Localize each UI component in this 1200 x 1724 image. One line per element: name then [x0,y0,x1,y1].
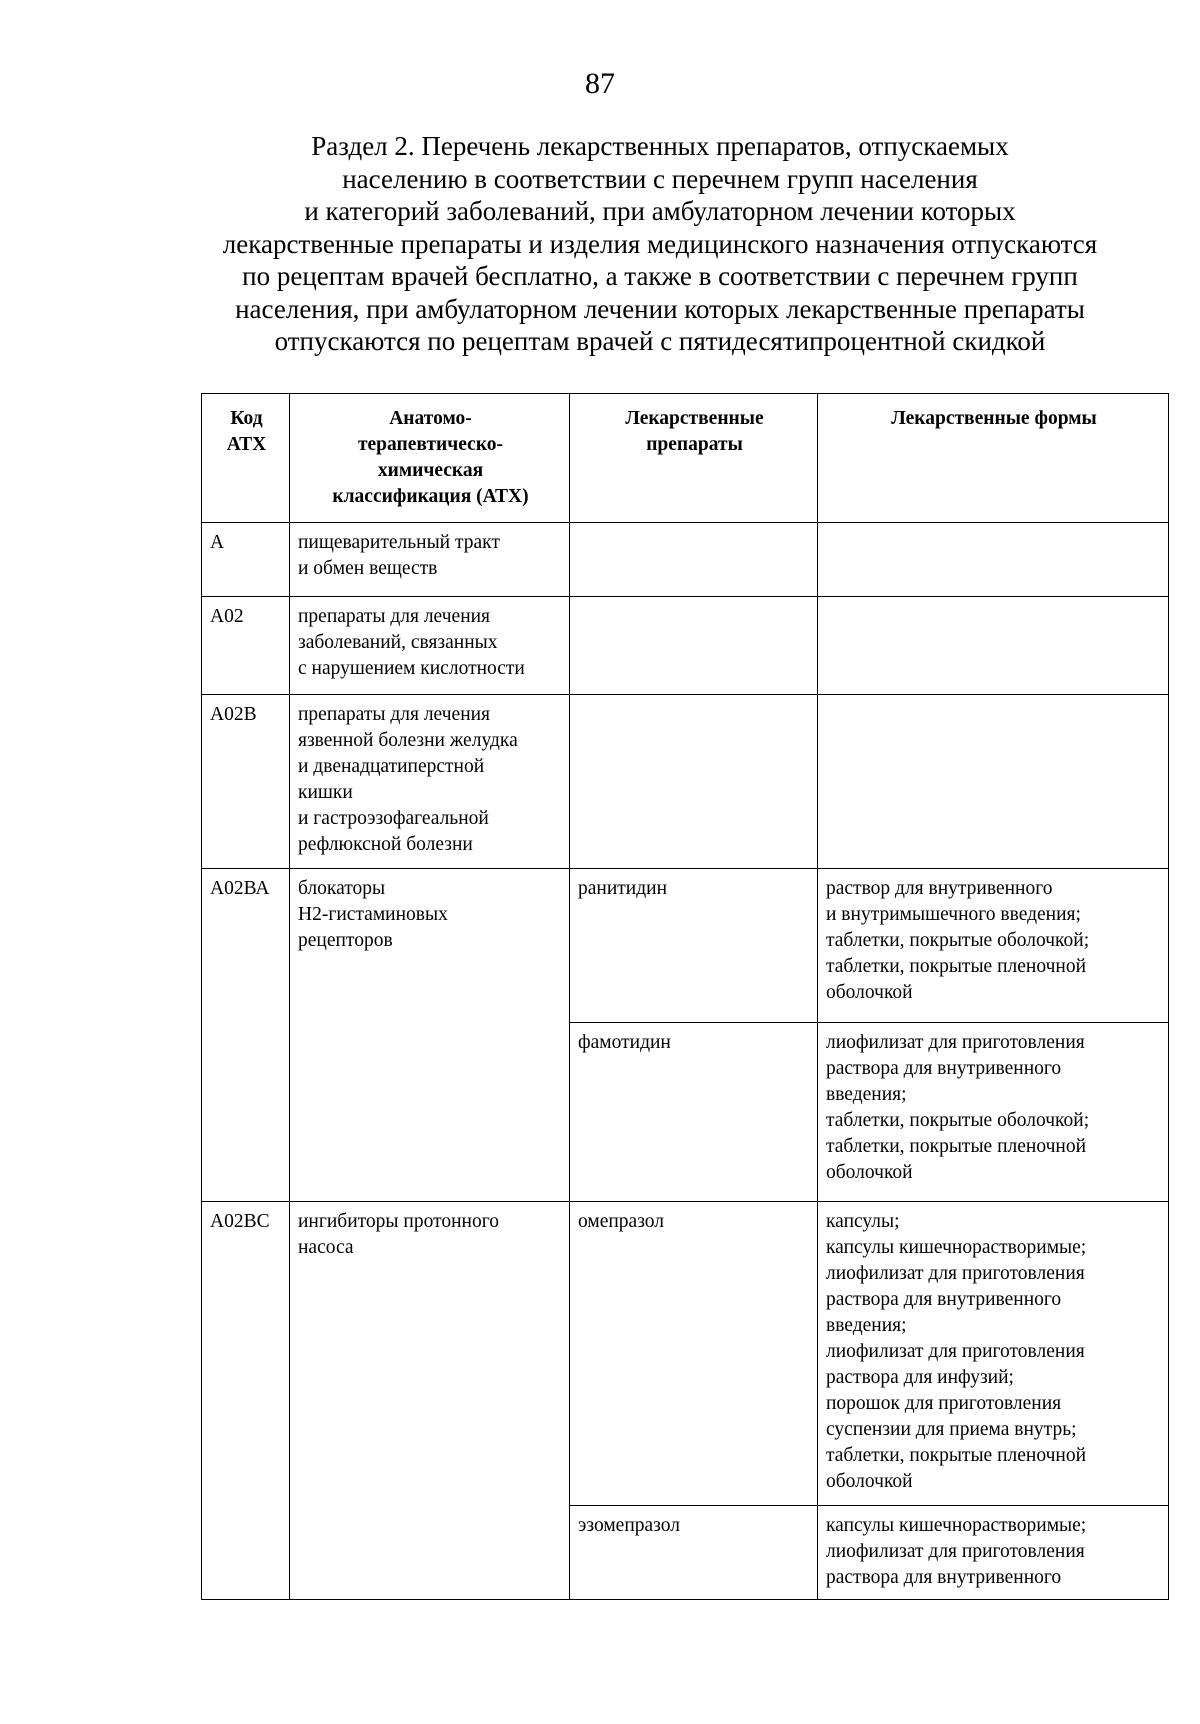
cell-classification [290,523,570,597]
header-text: Лекарственные [625,408,764,429]
cell-drug: эзомепразол [570,1506,818,1600]
header-text: классификация (АТХ) [332,486,529,507]
table-row [202,1202,1169,1506]
cell-text: заболеваний, связанных [298,632,498,653]
cell-forms [818,523,1169,597]
header-text: терапевтическо- [357,434,504,455]
table-row [202,695,1169,869]
cell-drug: фамотидин [570,1023,818,1202]
cell-text: раствора для внутривенного [826,1058,1062,1079]
table-row [202,597,1169,695]
section-title-line: населения, при амбулаторном лечении которых лекарственные препараты [235,293,1085,324]
cell-text: препараты для лечения [298,704,491,725]
cell-text: таблетки, покрытые пленочной [826,956,1087,977]
cell-classification [290,597,570,695]
cell-text: и внутримышечного введения; [826,904,1081,925]
cell-text: суспензии для приема внутрь; [826,1419,1077,1440]
cell-text: таблетки, покрытые пленочной [826,1136,1087,1157]
cell-text: насоса [298,1237,354,1258]
cell-text: с нарушением кислотности [298,658,525,679]
cell-forms [818,597,1169,695]
header-text: Код [230,408,263,429]
cell-drug [570,695,818,869]
cell-code: А02ВС [202,1202,290,1600]
cell-text: препараты для лечения [298,606,491,627]
table-header-row [202,394,1169,523]
cell-text: оболочкой [826,1162,913,1183]
cell-text: и гастроэзофагеальной [298,808,489,829]
section-title-line: по рецептам врачей бесплатно, а также в соответствии с перечнем групп [242,261,1078,291]
cell-forms [818,1202,1169,1506]
cell-classification [290,695,570,869]
cell-text: раствора для внутривенного [826,1567,1062,1588]
cell-text: капсулы кишечнорастворимые; [826,1237,1087,1258]
cell-text: рецепторов [298,930,393,951]
cell-text: и двенадцатиперстной [298,756,485,777]
cell-text: порошок для приготовления [826,1393,1062,1414]
cell-text: лиофилизат для приготовления [826,1341,1085,1362]
cell-text: оболочкой [826,1471,913,1492]
cell-classification [290,1202,570,1600]
cell-text: язвенной болезни желудка [298,730,518,751]
header-text: Лекарственные формы [891,408,1097,429]
cell-code: А02 [202,597,290,695]
cell-text: таблетки, покрытые оболочкой; [826,930,1090,951]
page-number: 87 [585,67,615,100]
cell-drug [570,597,818,695]
table-row [202,523,1169,597]
cell-code: А02ВА [202,869,290,1202]
cell-text: лиофилизат для приготовления [826,1263,1085,1284]
cell-text: оболочкой [826,982,913,1003]
cell-drug [570,523,818,597]
cell-text: таблетки, покрытые пленочной [826,1445,1087,1466]
cell-text: Н2-гистаминовых [298,904,448,925]
section-title-line: населению в соответствии с перечнем групп населения [342,163,978,194]
cell-text: и обмен веществ [298,558,438,579]
cell-text: капсулы кишечнорастворимые; [826,1515,1087,1536]
cell-code: А [202,523,290,597]
cell-text: раствор для внутривенного [826,878,1053,899]
section-title-line: лекарственные препараты и изделия медицинского назначения отпускаются [222,228,1098,259]
cell-text: введения; [826,1084,907,1105]
cell-text: ингибиторы протонного [298,1211,499,1232]
cell-text: таблетки, покрытые оболочкой; [826,1110,1090,1131]
section-title-line: отпускаются по рецептам врачей с пятидесятипроцентной скидкой [274,326,1046,356]
cell-text: лиофилизат для приготовления [826,1032,1085,1053]
cell-text: раствора для внутривенного [826,1289,1062,1310]
cell-text: лиофилизат для приготовления [826,1541,1085,1562]
header-text: химическая [377,460,484,481]
header-forms [818,394,1169,523]
table-row [202,869,1169,1023]
header-code [202,394,290,523]
section-title [150,130,1170,358]
cell-forms [818,695,1169,869]
cell-forms [818,869,1169,1023]
cell-text: раствора для инфузий; [826,1367,1014,1388]
cell-classification [290,869,570,1202]
header-drugs [570,394,818,523]
cell-text: блокаторы [298,878,386,899]
cell-text: введения; [826,1315,907,1336]
header-classification [290,394,570,523]
cell-text: пищеварительный тракт [298,532,500,553]
cell-forms [818,1506,1169,1600]
section-title-line: и категорий заболеваний, при амбулаторном лечении которых [304,196,1016,226]
header-text: препараты [646,434,743,455]
cell-drug: омепразол [570,1202,818,1506]
cell-forms [818,1023,1169,1202]
section-title-line: Раздел 2. Перечень лекарственных препаратов, отпускаемых [311,131,1009,161]
cell-text: капсулы; [826,1211,900,1232]
header-text: АТХ [226,434,267,455]
cell-drug: ранитидин [570,869,818,1023]
header-text: Анатомо- [389,408,472,429]
atx-drug-table [201,393,1169,1600]
cell-text: рефлюксной болезни [298,834,473,855]
cell-text: кишки [298,782,353,803]
cell-code: А02В [202,695,290,869]
